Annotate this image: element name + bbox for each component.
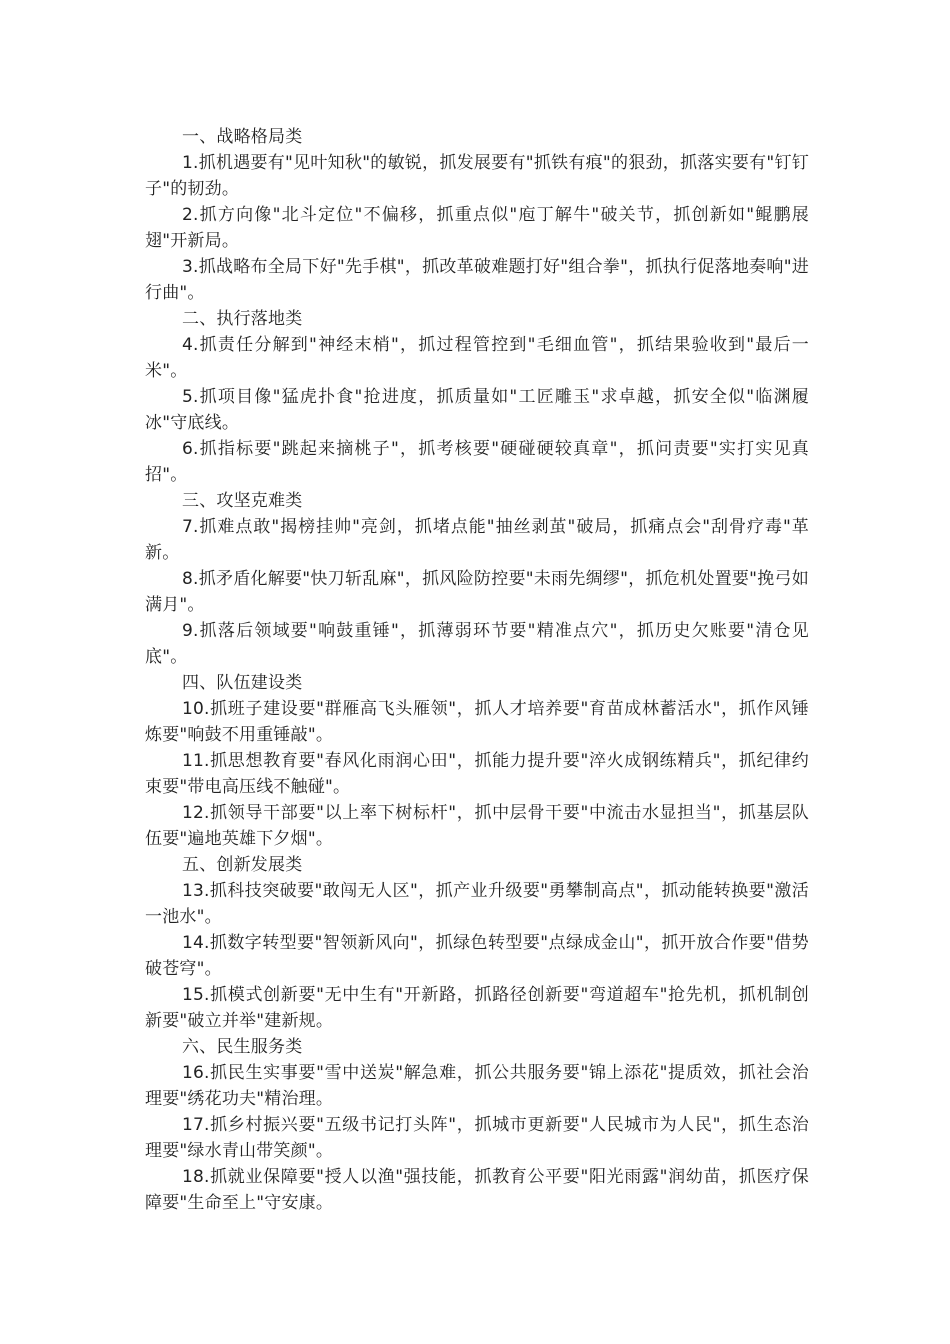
list-item: 7.抓难点敢"揭榜挂帅"亮剑，抓堵点能"抽丝剥茧"破局，抓痛点会"刮骨疗毒"革新。 (145, 517, 809, 563)
list-item: 16.抓民生实事要"雪中送炭"解急难，抓公共服务要"锦上添花"提质效，抓社会治理要"绣花功夫"精治理。 (145, 1063, 809, 1109)
section-heading: 三、攻坚克难类 (182, 491, 303, 511)
list-item: 12.抓领导干部要"以上率下树标杆"，抓中层骨干要"中流击水显担当"，抓基层队伍要"遍地英雄下夕烟"。 (145, 803, 809, 849)
section-livelihood (145, 1034, 809, 1216)
list-item: 15.抓模式创新要"无中生有"开新路，抓路径创新要"弯道超车"抢先机，抓机制创新要"破立并举"建新规。 (145, 985, 809, 1031)
list-item: 1.抓机遇要有"见叶知秋"的敏锐，抓发展要有"抓铁有痕"的狠劲，抓落实要有"钉钉子"的韧劲。 (145, 153, 809, 199)
section-heading: 一、战略格局类 (182, 127, 303, 147)
section-strategy (145, 124, 809, 306)
list-item: 17.抓乡村振兴要"五级书记打头阵"，抓城市更新要"人民城市为人民"，抓生态治理要"绿水青山带笑颜"。 (145, 1115, 809, 1161)
list-item: 6.抓指标要"跳起来摘桃子"，抓考核要"硬碰硬较真章"，抓问责要"实打实见真招"。 (145, 439, 809, 485)
section-tackling-difficulties (145, 488, 809, 670)
list-item: 4.抓责任分解到"神经末梢"，抓过程管控到"毛细血管"，抓结果验收到"最后一米"。 (145, 335, 809, 381)
list-item: 10.抓班子建设要"群雁高飞头雁领"，抓人才培养要"育苗成林蓄活水"，抓作风锤炼要"响鼓不用重锤敲"。 (145, 699, 809, 745)
section-heading: 六、民生服务类 (182, 1037, 303, 1057)
list-item: 2.抓方向像"北斗定位"不偏移，抓重点似"庖丁解牛"破关节，抓创新如"鲲鹏展翅"开新局。 (145, 205, 809, 251)
list-item: 11.抓思想教育要"春风化雨润心田"，抓能力提升要"淬火成钢练精兵"，抓纪律约束要"带电高压线不触碰"。 (145, 751, 809, 797)
list-item: 13.抓科技突破要"敢闯无人区"，抓产业升级要"勇攀制高点"，抓动能转换要"激活一池水"。 (145, 881, 809, 927)
document-body (145, 124, 809, 1216)
section-team-building (145, 670, 809, 852)
list-item: 14.抓数字转型要"智领新风向"，抓绿色转型要"点绿成金山"，抓开放合作要"借势破苍穹"。 (145, 933, 809, 979)
list-item: 5.抓项目像"猛虎扑食"抢进度，抓质量如"工匠雕玉"求卓越，抓安全似"临渊履冰"守底线。 (145, 387, 809, 433)
list-item: 18.抓就业保障要"授人以渔"强技能，抓教育公平要"阳光雨露"润幼苗，抓医疗保障要"生命至上"守安康。 (145, 1167, 809, 1213)
section-heading: 二、执行落地类 (182, 309, 303, 329)
section-heading: 四、队伍建设类 (182, 673, 303, 693)
list-item: 9.抓落后领域要"响鼓重锤"，抓薄弱环节要"精准点穴"，抓历史欠账要"清仓见底"。 (145, 621, 809, 667)
section-execution (145, 306, 809, 488)
section-innovation (145, 852, 809, 1034)
list-item: 8.抓矛盾化解要"快刀斩乱麻"，抓风险防控要"未雨先绸缪"，抓危机处置要"挽弓如满月"。 (145, 569, 809, 615)
section-heading: 五、创新发展类 (182, 855, 303, 875)
list-item: 3.抓战略布全局下好"先手棋"，抓改革破难题打好"组合拳"，抓执行促落地奏响"进行曲"。 (145, 257, 809, 303)
